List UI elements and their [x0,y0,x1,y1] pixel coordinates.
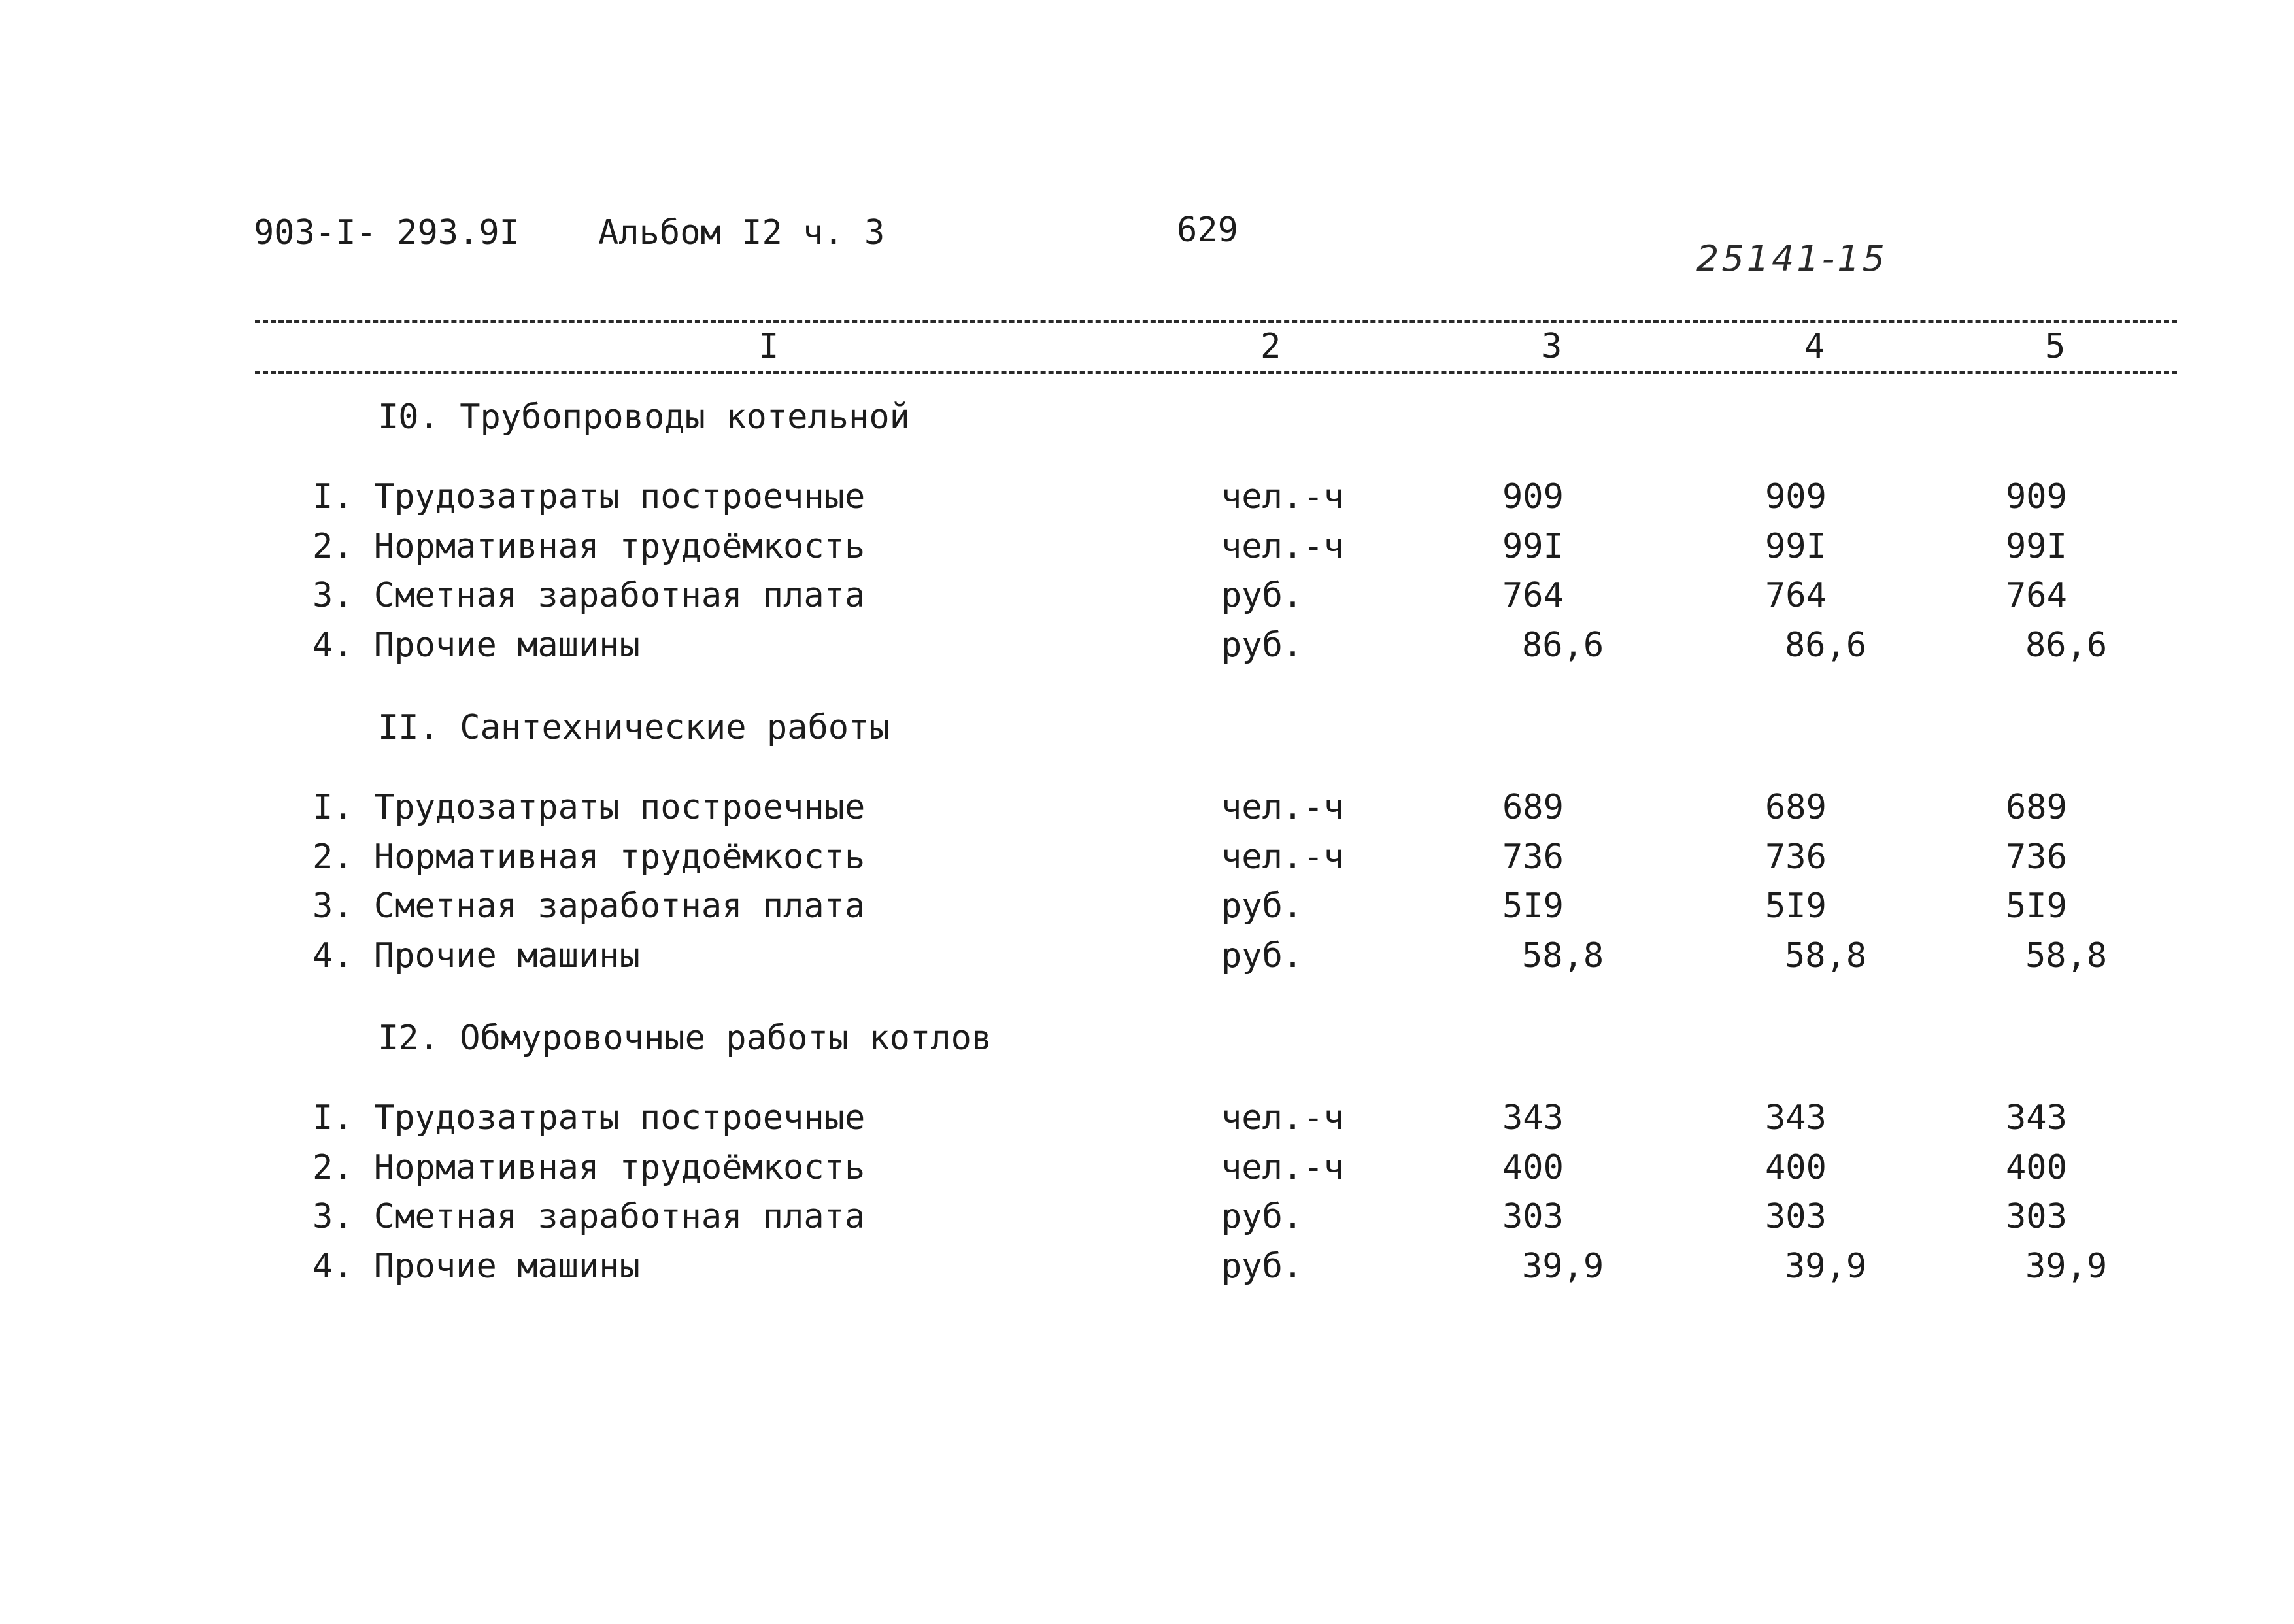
row-unit: руб. [1221,887,1304,926]
row-unit: чел.-ч [1221,1098,1344,1138]
row-value-c3: 736 [1502,837,1564,877]
row-unit: руб. [1221,936,1304,975]
column-number-3: 3 [1542,327,1562,366]
row-value-c3: 689 [1502,788,1564,827]
row-label: I. Трудозатраты построечные [312,477,866,516]
row-value-c4: 5I9 [1765,887,1827,926]
row-value-c3: 86,6 [1522,626,1604,665]
row-value-c4: 909 [1765,477,1827,516]
row-value-c3: 909 [1502,477,1564,516]
row-value-c3: 343 [1502,1098,1564,1138]
row-label: 3. Сметная заработная плата [312,1197,866,1236]
row-value-c4: 58,8 [1785,936,1867,975]
row-value-c5: 764 [2006,576,2067,615]
row-label: 2. Нормативная трудоёмкость [312,837,866,877]
row-value-c4: 86,6 [1785,626,1867,665]
row-value-c5: 343 [2006,1098,2067,1138]
row-unit: чел.-ч [1221,477,1344,516]
header-top-rule [255,320,2177,323]
row-value-c5: 736 [2006,837,2067,877]
row-value-c4: 99I [1765,527,1827,566]
column-number-5: 5 [2045,327,2066,366]
row-value-c3: 39,9 [1522,1247,1604,1286]
row-label: I. Трудозатраты построечные [312,1098,866,1138]
row-label: 3. Сметная заработная плата [312,887,866,926]
row-value-c5: 39,9 [2025,1247,2108,1286]
row-value-c5: 5I9 [2006,887,2067,926]
section-title: I0. Трубопроводы котельной [378,398,910,437]
row-label: 2. Нормативная трудоёмкость [312,527,866,566]
page-number: 629 [1177,211,1238,250]
row-value-c4: 343 [1765,1098,1827,1138]
row-value-c3: 99I [1502,527,1564,566]
row-unit: чел.-ч [1221,1148,1344,1187]
row-unit: чел.-ч [1221,837,1344,877]
row-label: 2. Нормативная трудоёмкость [312,1148,866,1187]
row-value-c5: 99I [2006,527,2067,566]
row-value-c4: 764 [1765,576,1827,615]
row-unit: руб. [1221,576,1304,615]
row-unit: руб. [1221,1247,1304,1286]
row-value-c5: 909 [2006,477,2067,516]
section-title: II. Сантехнические работы [378,708,890,747]
row-value-c5: 689 [2006,788,2067,827]
row-value-c3: 764 [1502,576,1564,615]
row-label: I. Трудозатраты построечные [312,788,866,827]
row-value-c3: 303 [1502,1197,1564,1236]
column-number-4: 4 [1804,327,1825,366]
row-value-c5: 86,6 [2025,626,2108,665]
row-unit: руб. [1221,626,1304,665]
column-number-2: 2 [1260,327,1281,366]
handwritten-stamp-number: 25141-15 [1696,238,1887,279]
row-value-c5: 58,8 [2025,936,2108,975]
row-value-c3: 58,8 [1522,936,1604,975]
row-value-c4: 39,9 [1785,1247,1867,1286]
row-label: 4. Прочие машины [312,1247,640,1286]
row-value-c4: 736 [1765,837,1827,877]
row-unit: руб. [1221,1197,1304,1236]
row-value-c5: 400 [2006,1148,2067,1187]
row-label: 4. Прочие машины [312,626,640,665]
row-unit: чел.-ч [1221,527,1344,566]
row-value-c4: 303 [1765,1197,1827,1236]
document-code: 903-I- 293.9I [254,213,520,252]
section-title: I2. Обмуровочные работы котлов [378,1019,992,1058]
row-value-c4: 400 [1765,1148,1827,1187]
row-label: 4. Прочие машины [312,936,640,975]
row-value-c3: 5I9 [1502,887,1564,926]
header-bottom-rule [255,371,2177,374]
row-value-c4: 689 [1765,788,1827,827]
album-reference: Альбом I2 ч. 3 [598,213,885,252]
row-value-c3: 400 [1502,1148,1564,1187]
row-unit: чел.-ч [1221,788,1344,827]
column-number-1: I [758,327,779,366]
row-label: 3. Сметная заработная плата [312,576,866,615]
row-value-c5: 303 [2006,1197,2067,1236]
